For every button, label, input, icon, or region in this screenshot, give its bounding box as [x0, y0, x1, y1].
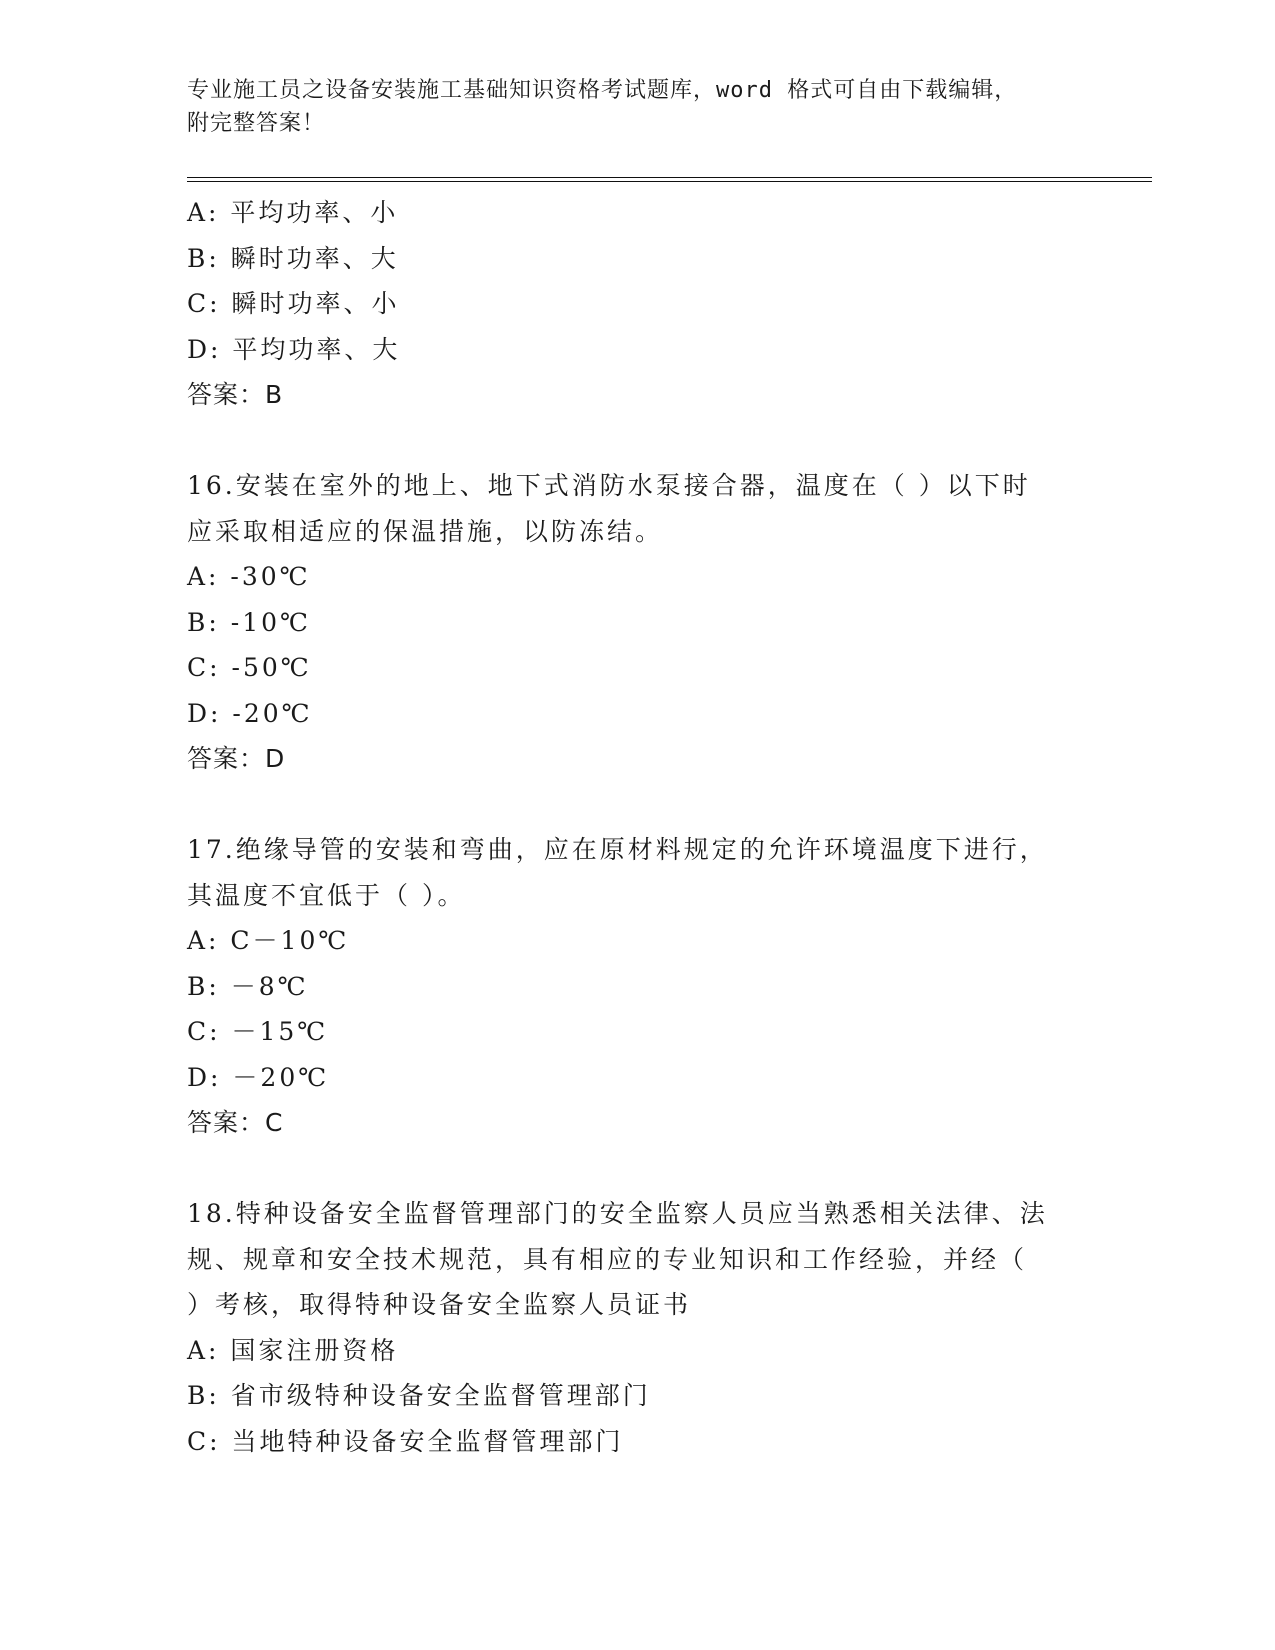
question-text-line: 规、规章和安全技术规范，具有相应的专业知识和工作经验，并经（: [187, 1244, 1028, 1274]
question-block-15: [187, 190, 1107, 418]
question-text-line: 其温度不宜低于（ ）。: [187, 880, 466, 910]
option-d: D: -20℃: [187, 698, 313, 728]
answer-label: 答案：C: [187, 1108, 284, 1137]
option-d: D: 平均功率、大: [187, 334, 401, 364]
answer-label: 答案：D: [187, 744, 286, 773]
option-c: C: －15℃: [187, 1017, 329, 1046]
question-text-line: 18.特种设备安全监督管理部门的安全监察人员应当熟悉相关法律、法: [187, 1199, 1048, 1228]
question-text-line: 17.绝缘导管的安装和弯曲，应在原材料规定的允许环境温度下进行，: [187, 835, 1048, 864]
answer-label: 答案：B: [187, 380, 284, 409]
option-b: B: 瞬时功率、大: [187, 243, 399, 273]
option-b: B: －8℃: [187, 971, 309, 1001]
question-text-line: ）考核，取得特种设备安全监察人员证书: [187, 1290, 692, 1319]
question-text-line: 应采取相适应的保温措施，以防冻结。: [187, 516, 664, 546]
option-c: C: 当地特种设备安全监督管理部门: [187, 1426, 624, 1456]
option-b: B: -10℃: [187, 607, 311, 637]
option-a: A: 平均功率、小: [187, 198, 399, 227]
header-divider-bottom: [187, 181, 1152, 182]
header-title-line-1: 专业施工员之设备安装施工基础知识资格考试题库，word 格式可自由下载编辑，: [187, 78, 1018, 103]
spacer: [187, 418, 1107, 464]
header-divider-top: [187, 177, 1152, 178]
option-a: A: -30℃: [187, 562, 311, 591]
question-text-line: 16.安装在室外的地上、地下式消防水泵接合器，温度在（ ）以下时: [187, 471, 1031, 500]
question-block-18: [187, 1191, 1107, 1464]
question-block-16: [187, 463, 1107, 782]
option-c: C: 瞬时功率、小: [187, 289, 400, 318]
question-list: [187, 190, 1107, 1464]
option-d: D: －20℃: [187, 1062, 330, 1092]
spacer: [187, 782, 1107, 828]
question-block-17: [187, 827, 1107, 1146]
option-c: C: -50℃: [187, 653, 312, 682]
header-title-line-2: 附完整答案！: [187, 111, 326, 136]
option-a: A: 国家注册资格: [187, 1335, 399, 1365]
document-header: [187, 74, 1067, 140]
spacer: [187, 1146, 1107, 1192]
option-a: A: C－10℃: [187, 926, 350, 955]
option-b: B: 省市级特种设备安全监督管理部门: [187, 1381, 651, 1410]
